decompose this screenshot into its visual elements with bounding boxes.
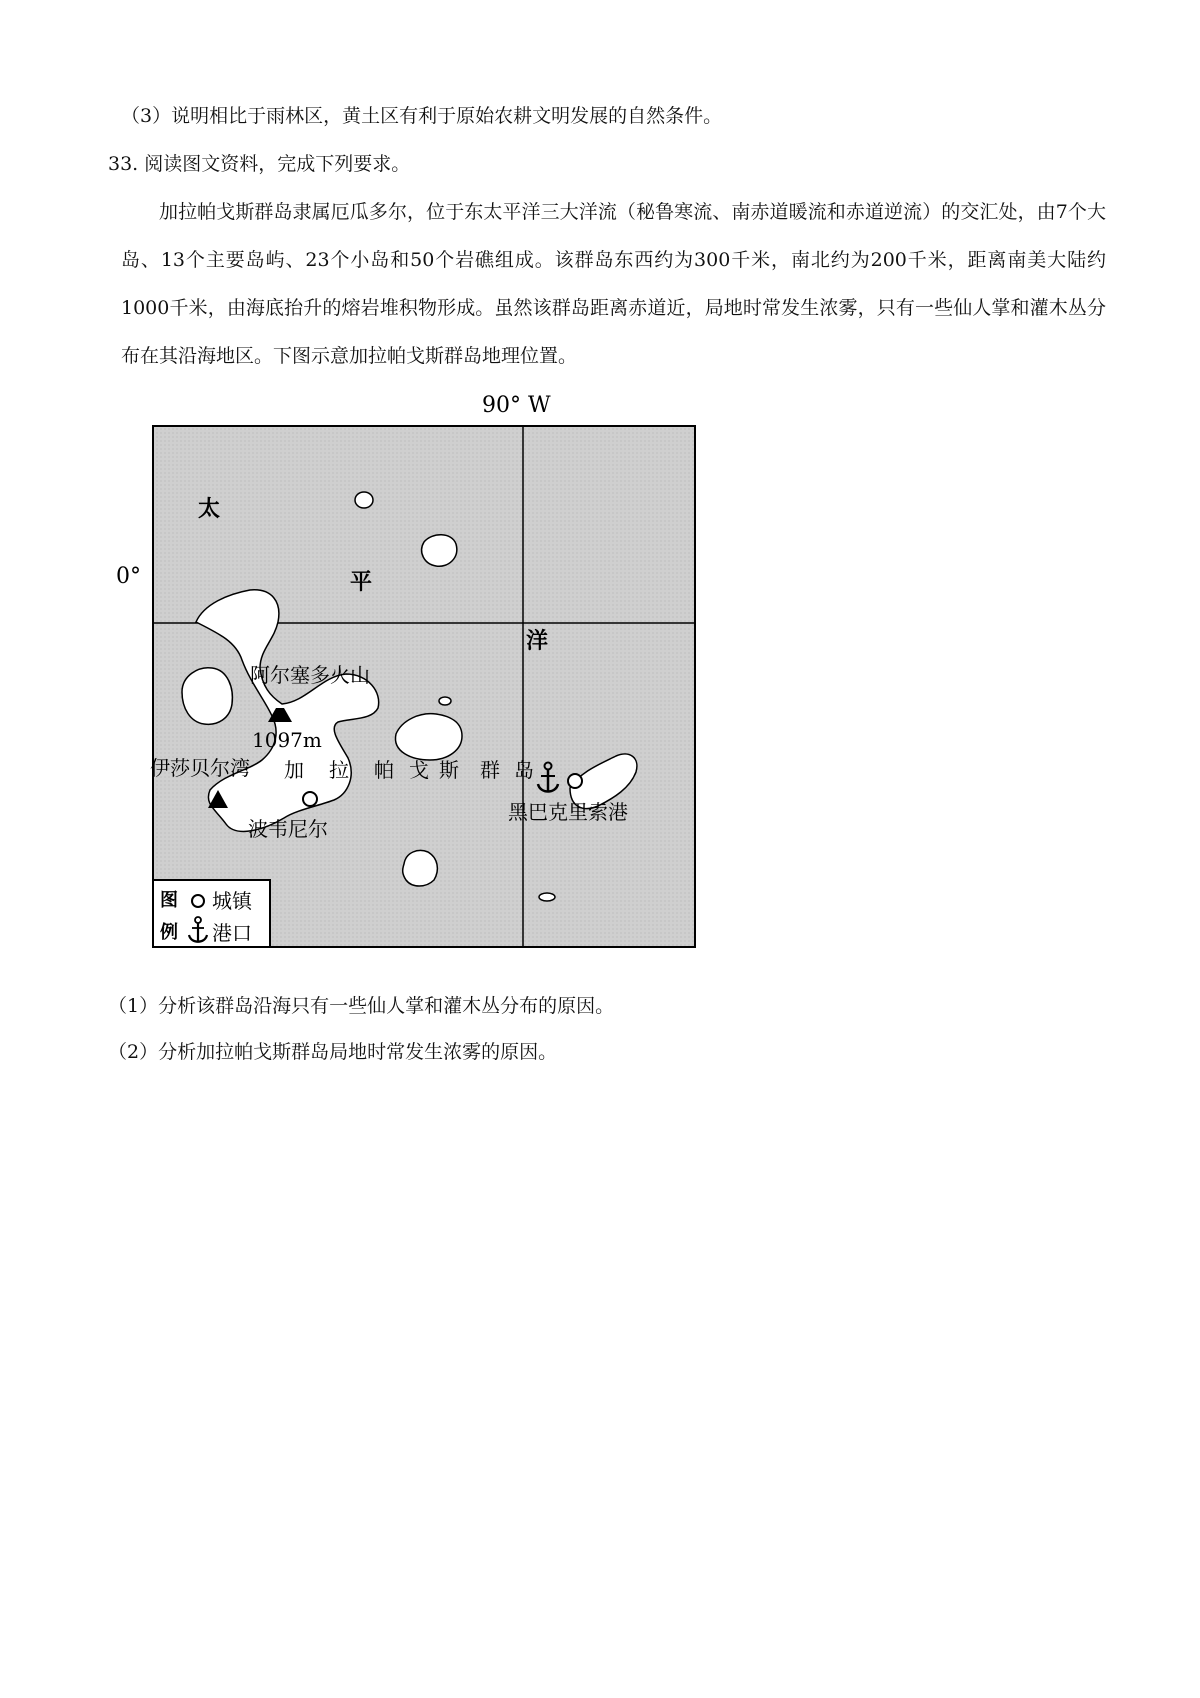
legend-town-label: 城镇 [212, 889, 252, 913]
legend-title-2: 例 [160, 922, 178, 943]
legend-port-label: 港口 [212, 921, 252, 945]
island-north-small [355, 492, 373, 508]
latitude-label: 0° [116, 564, 141, 589]
sub-question-2: （2）分析加拉帕戈斯群岛局地时常发生浓雾的原因。 [108, 1041, 558, 1063]
islet-center [439, 697, 451, 705]
question-3-prev: （3）说明相比于雨林区，黄土区有利于原始农耕文明发展的自然条件。 [121, 105, 723, 127]
volcano-label: 阿尔塞多火山 [250, 663, 370, 687]
port-town-icon [568, 774, 582, 788]
archipelago-char-6: 群 [480, 758, 500, 782]
longitude-label: 90° W [482, 393, 551, 418]
question-33-paragraph: 加拉帕戈斯群岛隶属厄瓜多尔，位于东太平洋三大洋流（秘鲁寒流、南赤道暖流和赤道逆流）的交汇处，由7个大岛、13个主要岛屿、23个小岛和50个岩礁组成。该群岛东西约为300千米，南北约为200千米，距离南美大陆约1000千米，由海底抬升的熔岩堆积物形成。虽然该群岛距离赤道近，局地时常发生浓雾，只有一些仙人掌和灌木丛分布在其沿海地区。下图示意加拉帕戈斯群岛地理位置。 [121, 201, 1106, 367]
archipelago-char-4: 戈 [409, 758, 429, 782]
archipelago-char-5: 斯 [439, 758, 459, 782]
ocean-char-1: 太 [198, 496, 221, 522]
town-label: 波韦尼尔 [248, 817, 328, 841]
town-icon [303, 792, 317, 806]
island-fernandina [182, 668, 232, 725]
ocean-char-2: 平 [350, 569, 373, 595]
island-north [422, 535, 457, 567]
island-floreana [403, 851, 438, 887]
question-33-title: 33. 阅读图文资料，完成下列要求。 [108, 153, 411, 175]
elevation-label: 1097m [252, 728, 322, 752]
archipelago-char-1: 加 [284, 758, 304, 782]
archipelago-char-2: 拉 [329, 758, 349, 782]
sub-question-1: （1）分析该群岛沿海只有一些仙人掌和灌木丛分布的原因。 [108, 995, 615, 1017]
ocean-char-3: 洋 [526, 628, 549, 654]
island-espanola [539, 893, 555, 901]
port-label: 黑巴克里索港 [508, 800, 628, 824]
legend-title-1: 图 [160, 890, 178, 911]
archipelago-char-7: 岛 [514, 758, 534, 782]
archipelago-char-3: 帕 [374, 758, 394, 782]
galapagos-map [100, 392, 720, 952]
bay-label: 伊莎贝尔湾 [150, 756, 250, 780]
legend-town-icon [192, 895, 204, 907]
